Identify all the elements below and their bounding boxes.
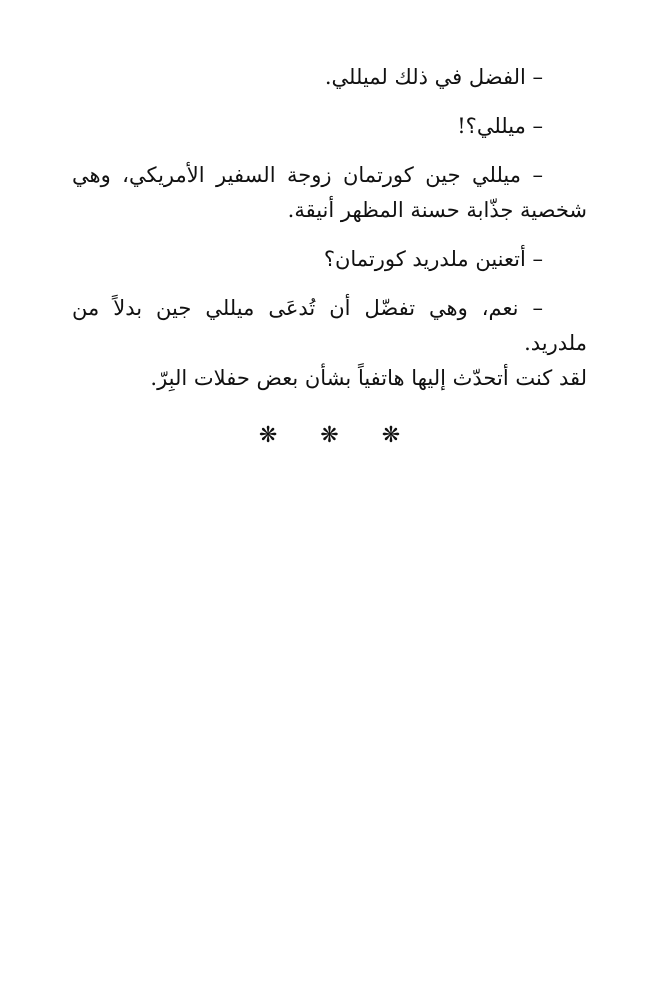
dialogue-line xyxy=(72,109,587,144)
dialogue-line xyxy=(72,242,587,277)
dialogue-dash: – xyxy=(532,114,543,138)
dialogue-text: ميللي؟! xyxy=(457,114,526,138)
section-separator: ❋ ❋ ❋ xyxy=(258,423,419,448)
dialogue-line xyxy=(72,60,587,95)
dialogue-text: ميللي جين كورتمان زوجة السفير الأمريكي، وهي xyxy=(72,163,522,187)
dialogue-text: الفضل في ذلك لميللي. xyxy=(324,65,526,89)
dialogue-dash: – xyxy=(532,163,543,187)
dialogue-text: نعم، وهي تفضّل أن تُدعَى ميللي جين بدلاً من ملدريد. xyxy=(72,296,587,355)
dialogue-line xyxy=(72,193,587,228)
dialogue-text: شخصية جذّابة حسنة المظهر أنيقة. xyxy=(287,198,587,222)
dialogue-paragraph-1 xyxy=(72,60,587,95)
dialogue-text: أتعنين ملدريد كورتمان؟ xyxy=(323,247,526,271)
dialogue-text: لقد كنت أتحدّث إليها هاتفياً بشأن بعض حفلات البِرّ. xyxy=(150,366,587,390)
dialogue-paragraph-3 xyxy=(72,158,587,228)
dialogue-paragraph-4 xyxy=(72,242,587,277)
dialogue-line xyxy=(72,291,587,361)
dialogue-paragraph-2 xyxy=(72,109,587,144)
dialogue-line xyxy=(72,158,587,193)
document-page xyxy=(72,60,587,453)
dialogue-paragraph-5 xyxy=(72,291,587,396)
dialogue-dash: – xyxy=(532,296,543,320)
dialogue-dash: – xyxy=(532,247,543,271)
dialogue-dash: – xyxy=(532,65,543,89)
dialogue-line xyxy=(72,361,587,396)
